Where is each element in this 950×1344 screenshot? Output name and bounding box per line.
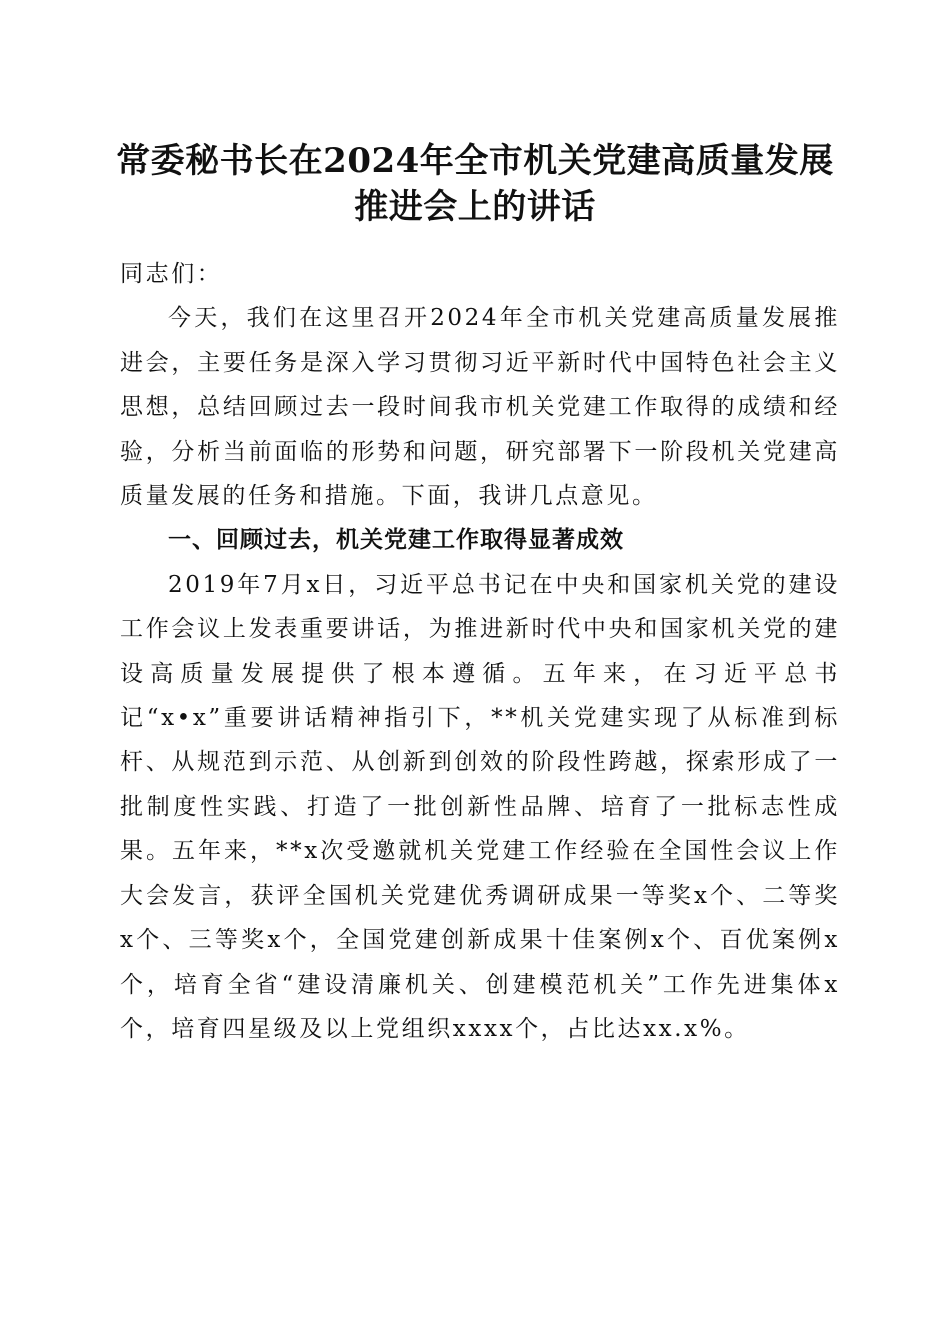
section-heading: 一、回顾过去，机关党建工作取得显著成效 — [168, 527, 624, 554]
document-body — [120, 252, 840, 1051]
salutation: 同志们： — [120, 261, 223, 287]
document-title: 常委秘书长在2024年全市机关党建高质量发展推进会上的讲话 — [116, 141, 834, 227]
intro-paragraph: 今天，我们在这里召开2024年全市机关党建高质量发展推进会，主要任务是深入学习贯彻习近平新时代中国特色社会主义思想，总结回顾过去一段时间我市机关党建工作取得的成绩和经验，分析当前面临的形势和问题，研究部署下一阶段机关党建高质量发展的任务和措施。下面，我讲几点意见。 — [120, 305, 840, 510]
section-paragraph: 2019年7月x日，习近平总书记在中央和国家机关党的建设工作会议上发表重要讲话，为推进新时代中央和国家机关党的建设高质量发展提供了根本遵循。五年来，在习近平总书记“x•x”重要讲话精神指引下，**机关党建实现了从标准到标杆、从规范到示范、从创新到创效的阶段性跨越，探索形成了一批制度性实践、打造了一批创新性品牌、培育了一批标志性成果。五年来，**x次受邀就机关党建工作经验在全国性会议上作大会发言，获评全国机关党建优秀调研成果一等奖x个、二等奖x个、三等奖x个，全国党建创新成果十佳案例x个、百优案例x个，培育全省“建设清廉机关、创建模范机关”工作先进集体x个，培育四星级及以上党组织xxxx个，占比达xx.x%。 — [120, 571, 840, 1042]
